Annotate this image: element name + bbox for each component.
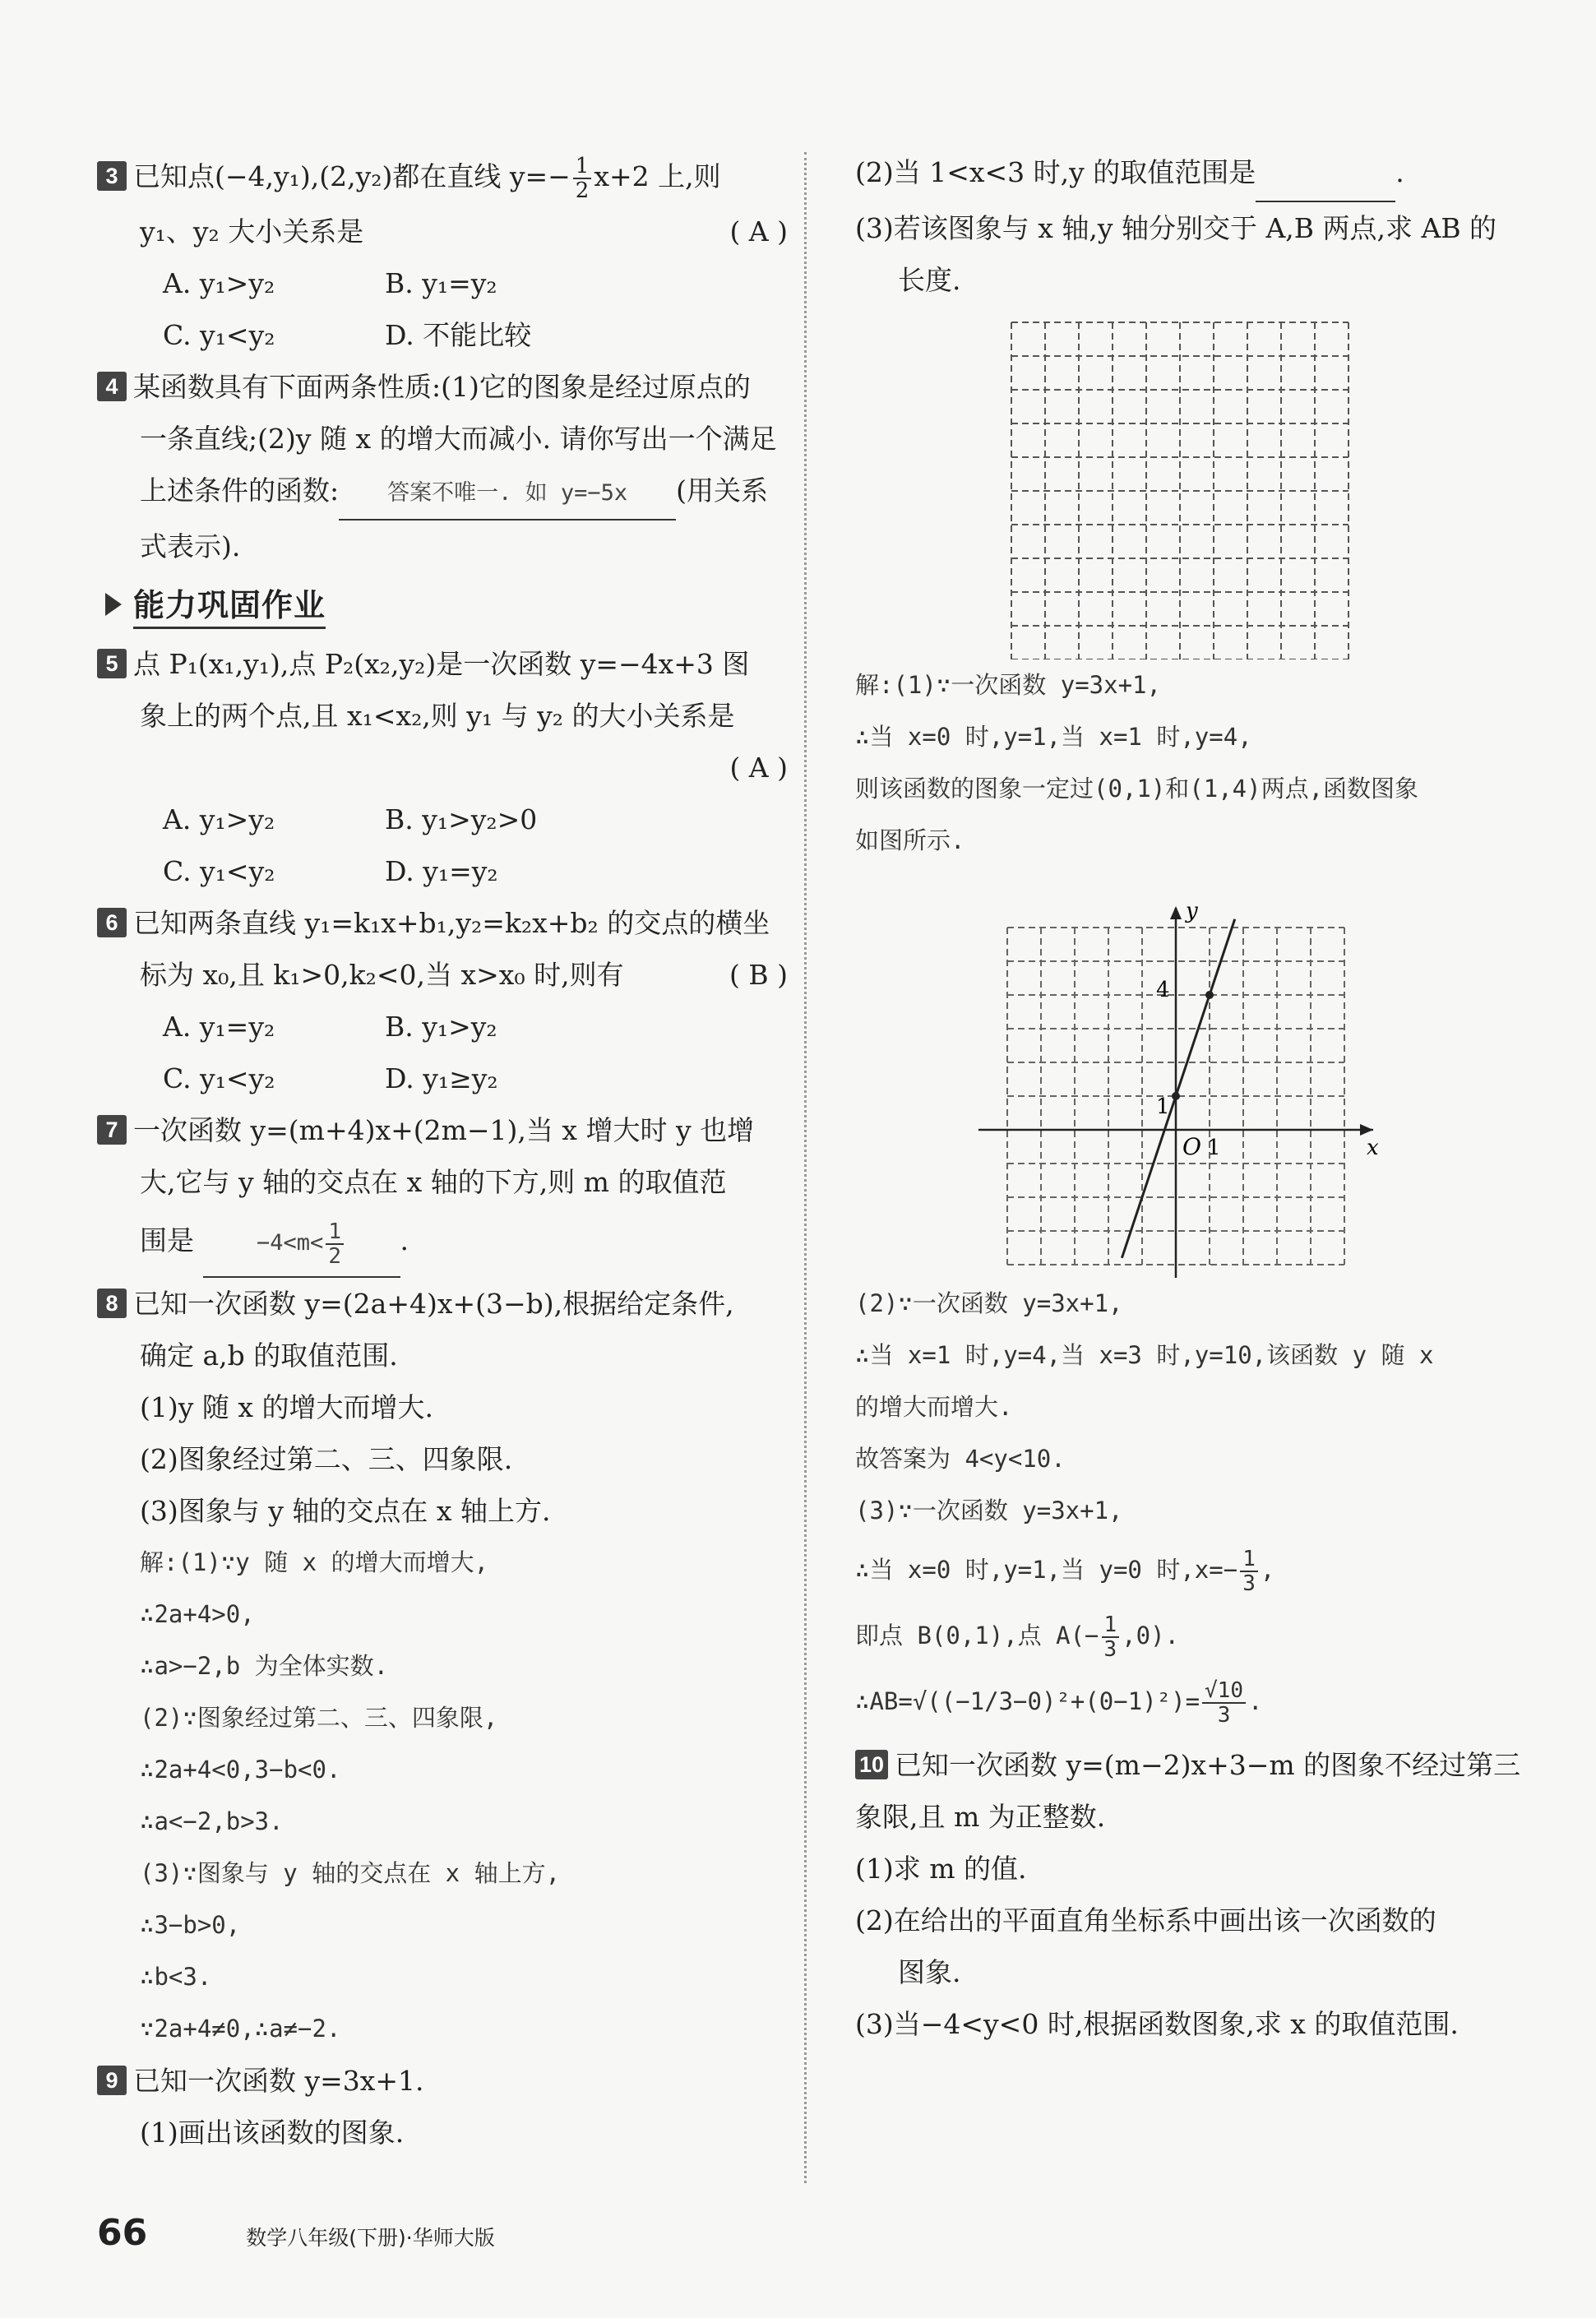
q8-part2: (2)图象经过第二、三、四象限. [140, 1443, 513, 1475]
q7-line3 [97, 1208, 788, 1278]
q8-solution-line: (3)∵图象与 y 轴的交点在 x 轴上方, [140, 1859, 561, 1887]
q6-options-ab [97, 1001, 788, 1053]
q7-blank-text: −4<m< [257, 1230, 324, 1256]
q10-line2: 象限,且 m 为正整数. [855, 1801, 1106, 1833]
option-c: C. y₁<y₂ [163, 319, 275, 351]
q8-solution-line: 解:(1)∵y 随 x 的增大而增大, [140, 1548, 489, 1576]
question-number: 10 [855, 1750, 888, 1779]
q8-solution-line: (2)∵图象经过第二、三、四象限, [140, 1704, 498, 1732]
q8-line2: 确定 a,b 的取值范围. [140, 1339, 398, 1372]
q10-part2: (2)在给出的平面直角坐标系中画出该一次函数的 [855, 1904, 1436, 1936]
answer-paren: ( A ) [729, 752, 788, 784]
q7-answer-blank [203, 1210, 400, 1278]
fraction-denominator: 2 [328, 1243, 341, 1269]
point-1-4 [1205, 991, 1214, 999]
question-number: 8 [97, 1289, 127, 1318]
fraction-denominator: 3 [1103, 1637, 1117, 1662]
grid-lines [1011, 322, 1349, 659]
q6-line1 [97, 897, 788, 949]
fraction [1202, 1679, 1246, 1727]
q3-text: 已知点(−4,y₁),(2,y₂)都在直线 y=− [133, 160, 571, 192]
option-a: A. y₁>y₂ [163, 267, 275, 299]
option-d: D. y₁≥y₂ [385, 1062, 498, 1094]
q4-line1 [97, 361, 788, 413]
fraction-numerator: 1 [573, 155, 592, 179]
function-line [1122, 919, 1234, 1258]
y-axis-label: y [1186, 899, 1198, 923]
origin-label: O [1182, 1133, 1201, 1160]
option-d: D. 不能比较 [385, 319, 532, 351]
x-axis-label: x [1367, 1136, 1379, 1160]
option-a: A. y₁>y₂ [163, 803, 275, 835]
q4-line2: 一条直线;(2)y 随 x 的增大而减小. 请你写出一个满足 [140, 423, 777, 455]
q9-solution-line: ∴当 x=1 时,y=4,当 x=3 时,y=10,该函数 y 随 x [855, 1341, 1434, 1369]
q8-solution-line: ∴a<−2,b>3. [140, 1807, 284, 1835]
solution-text-end: . [1248, 1687, 1263, 1715]
q3-options-cd [97, 309, 788, 361]
y-axis-arrow-icon [1170, 906, 1182, 919]
option-c: C. y₁<y₂ [163, 855, 275, 887]
page-footer [97, 2212, 495, 2254]
answer-paren: ( A ) [729, 215, 788, 248]
q5-options-ab [97, 793, 788, 845]
q9-solution-line: 如图所示. [855, 826, 965, 854]
left-column [97, 148, 788, 2158]
q9-part1: (1)画出该函数的图象. [140, 2117, 405, 2149]
column-divider [804, 152, 807, 2183]
fraction-denominator: 3 [1217, 1703, 1231, 1728]
q8-solution-line: ∴a>−2,b 为全体实数. [140, 1652, 389, 1680]
q4-text-3b: (用关系 [676, 474, 768, 507]
q5-options-cd [97, 845, 788, 897]
q7-line2: 大,它与 y 轴的交点在 x 轴的下方,则 m 的取值范 [140, 1166, 727, 1198]
q4-text-3: 上述条件的函数: [140, 474, 340, 507]
q7-line1 [97, 1104, 788, 1156]
solution-text-end: , [1260, 1556, 1275, 1584]
q10-part2-b: 图象. [898, 1956, 961, 1988]
option-a: A. y₁=y₂ [163, 1011, 275, 1043]
q10-text: 已知一次函数 y=(m−2)x+3−m 的图象不经过第三 [895, 1749, 1521, 1781]
q9-solution-line: 的增大而增大. [855, 1393, 1013, 1421]
q9-solution-line: 则该函数的图象一定过(0,1)和(1,4)两点,函数图象 [855, 775, 1419, 803]
point-0-1 [1172, 1092, 1180, 1100]
solution-text-end: ,0). [1122, 1622, 1180, 1649]
question-number: 6 [97, 908, 127, 937]
fraction-numerator: 1 [326, 1220, 344, 1245]
question-number: 4 [97, 372, 127, 401]
page-number: 66 [97, 2212, 148, 2254]
q9-solution-line: (2)∵一次函数 y=3x+1, [855, 1289, 1123, 1317]
q6-options-cd [97, 1053, 788, 1104]
section-header [97, 576, 788, 633]
option-c: C. y₁<y₂ [163, 1062, 275, 1094]
q3-line1 [97, 148, 788, 206]
question-number: 9 [97, 2066, 127, 2095]
q3-text-cont: x+2 上,则 [594, 160, 721, 192]
q8-solution-line: ∵2a+4≠0,∴a≠−2. [140, 2015, 341, 2043]
q9-part2-text: (2)当 1<x<3 时,y 的取值范围是 [855, 156, 1256, 188]
fraction-numerator: √10 [1202, 1679, 1246, 1704]
q6-text-2: 标为 x₀,且 k₁>0,k₂<0,当 x>x₀ 时,则有 [140, 959, 624, 991]
q3-line2 [97, 206, 788, 257]
fraction-denominator: 2 [575, 178, 590, 203]
q9-line1 [97, 2055, 788, 2107]
q8-part3: (3)图象与 y 轴的交点在 x 轴上方. [140, 1495, 551, 1527]
q8-text: 已知一次函数 y=(2a+4)x+(3−b),根据给定条件, [133, 1288, 734, 1320]
q6-text: 已知两条直线 y₁=k₁x+b₁,y₂=k₂x+b₂ 的交点的横坐 [133, 907, 770, 939]
q9-solution-line: 故答案为 4<y<10. [855, 1445, 1066, 1473]
q9-part3-b: 长度. [898, 264, 961, 296]
answer-paren: ( B ) [729, 959, 788, 991]
q4-text: 某函数具有下面两条性质:(1)它的图象是经过原点的 [133, 371, 751, 403]
solution-text: 即点 B(0,1),点 A(− [855, 1622, 1099, 1649]
q9-answer-blank [1256, 149, 1395, 202]
q8-solution-line: ∴3−b>0, [140, 1911, 241, 1939]
q3-text-2: y₁、y₂ 大小关系是 [140, 215, 364, 248]
fraction-numerator: 1 [1102, 1613, 1120, 1638]
q5-answer-row [97, 742, 788, 793]
y-tick-label: 1 [1156, 1094, 1170, 1119]
q8-line1 [97, 1278, 788, 1330]
q9-solution-line [855, 1668, 1513, 1734]
q9-solution-line [855, 1603, 1513, 1668]
q4-line4: 式表示). [140, 530, 241, 562]
q4-answer-blank: 答案不唯一. 如 y=−5x [339, 467, 676, 521]
q7-text-3b: . [400, 1224, 409, 1256]
q8-solution-line: ∴2a+4<0,3−b<0. [140, 1756, 341, 1784]
q4-line3 [97, 465, 788, 521]
q8-solution-line: ∴2a+4>0, [140, 1600, 255, 1628]
fraction [573, 155, 592, 202]
q9-solution-line: 解:(1)∵一次函数 y=3x+1, [855, 671, 1161, 699]
q5-line2: 象上的两个点,且 x₁<x₂,则 y₁ 与 y₂ 的大小关系是 [140, 700, 735, 732]
solution-text: ∴AB=√((−1/3−0)²+(0−1)²)= [855, 1687, 1200, 1715]
q10-part3: (3)当−4<y<0 时,根据函数图象,求 x 的取值范围. [855, 2008, 1459, 2040]
x-tick-label: 1 [1207, 1136, 1221, 1160]
q5-text: 点 P₁(x₁,y₁),点 P₂(x₂,y₂)是一次函数 y=−4x+3 图 [133, 648, 750, 680]
arrow-icon [105, 593, 122, 616]
option-b: B. y₁>y₂ [385, 1011, 497, 1043]
question-number: 5 [97, 649, 127, 678]
empty-grid [855, 306, 1513, 659]
fraction-denominator: 3 [1242, 1571, 1256, 1596]
q5-line1 [97, 638, 788, 690]
q9-solution-line: ∴当 x=0 时,y=1,当 x=1 时,y=4, [855, 723, 1252, 751]
q9-text: 已知一次函数 y=3x+1. [133, 2065, 424, 2097]
q6-line2 [97, 949, 788, 1001]
q3-options-ab [97, 257, 788, 309]
function-graph [855, 867, 1513, 1278]
q9-solution-line [855, 1537, 1513, 1603]
option-d: D. y₁=y₂ [385, 855, 498, 887]
q10-part1: (1)求 m 的值. [855, 1853, 1027, 1885]
option-b: B. y₁>y₂>0 [385, 803, 538, 835]
solution-text: ∴当 x=0 时,y=1,当 y=0 时,x=− [855, 1556, 1238, 1584]
option-b: B. y₁=y₂ [385, 267, 497, 299]
y-tick-label: 4 [1156, 978, 1170, 1002]
section-title: 能力巩固作业 [133, 580, 326, 629]
question-number: 3 [97, 161, 127, 191]
q9-part2-end: . [1395, 156, 1404, 188]
q7-text: 一次函数 y=(m+4)x+(2m−1),当 x 增大时 y 也增 [133, 1114, 755, 1146]
q9-part2 [855, 146, 1513, 202]
q8-part1: (1)y 随 x 的增大而增大. [140, 1391, 433, 1423]
fraction [326, 1220, 344, 1268]
q9-part3: (3)若该图象与 x 轴,y 轴分别交于 A,B 两点,求 AB 的 [855, 212, 1497, 244]
fraction [1102, 1613, 1120, 1661]
right-column [855, 146, 1521, 2050]
fraction [1240, 1548, 1258, 1595]
book-title: 数学八年级(下册)·华师大版 [246, 2226, 495, 2250]
fraction-numerator: 1 [1240, 1548, 1258, 1572]
question-number: 7 [97, 1115, 127, 1145]
q8-solution-line: ∴b<3. [140, 1963, 212, 1991]
q9-solution-line: (3)∵一次函数 y=3x+1, [855, 1497, 1123, 1525]
q7-text-3: 围是 [140, 1224, 194, 1256]
x-axis-arrow-icon [1360, 1124, 1373, 1136]
q10-line1 [855, 1739, 1521, 1791]
